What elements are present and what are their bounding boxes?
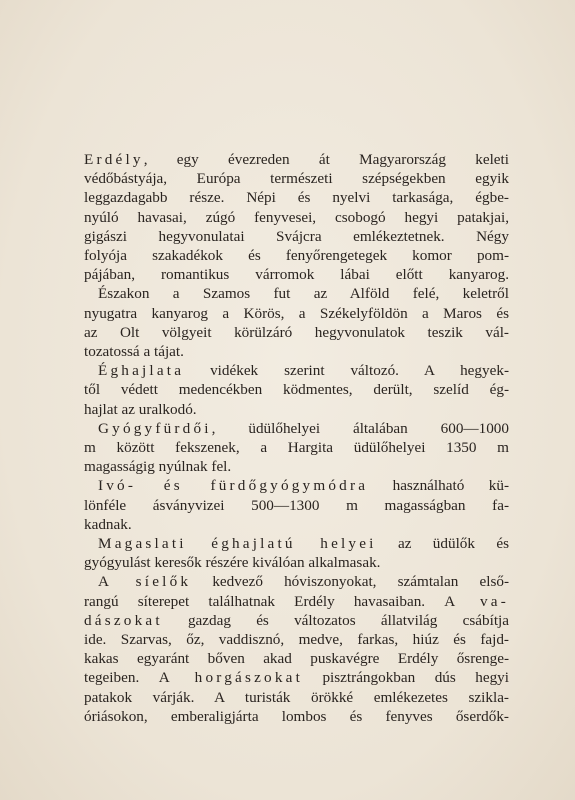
text-line [84, 304, 509, 323]
text-run: tozatossá a tájat. [84, 343, 184, 361]
text-line [84, 265, 509, 284]
text-line [84, 361, 509, 380]
text-run: leggazdagabb része. Népi és nyelvi tarkasága, égbe- [84, 189, 509, 207]
text-line [84, 208, 509, 227]
text-run: kedvező hóviszonyokat, számtalan első- [191, 573, 510, 591]
text-line [84, 323, 509, 342]
text-line [84, 476, 509, 495]
text-run: az üdülők és [376, 535, 509, 553]
text-line [84, 457, 509, 476]
text-run: magasságig nyúlnak fel. [84, 458, 232, 476]
text-run: hajlat az uralkodó. [84, 400, 197, 418]
text-run: , üdülőhelyei általában 600—1000 [211, 419, 509, 437]
text-run: nyúló havasai, zúgó fenyvesei, csobogó hegyi patakjai, [84, 208, 509, 226]
spaced-emphasis: Erdély [84, 151, 144, 168]
text-line [84, 496, 509, 515]
text-line [84, 342, 509, 361]
text-line [84, 649, 509, 668]
text-line [84, 246, 509, 265]
text-line [84, 534, 509, 553]
text-run: gigászi hegyvonulatai Svájcra emlékeztetnek. Négy [84, 227, 509, 245]
text-line [84, 150, 509, 169]
text-line [84, 611, 509, 630]
text-line [84, 553, 509, 572]
text-line [84, 380, 509, 399]
text-line [84, 515, 509, 534]
spaced-emphasis: Magaslati éghajlatú helyei [98, 535, 377, 553]
text-run: pájában, romantikus várromok lábai előtt kanyarog. [84, 266, 509, 284]
text-run: kakas egyaránt bőven akad puskavégre Erdély ősrenge- [84, 650, 509, 668]
text-line [84, 284, 509, 303]
text-run: vidékek szerint változó. A hegyek- [184, 362, 509, 380]
text-run: óriásokon, emberaligjárta lombos és fenyves őserdők- [84, 707, 509, 725]
text-line [84, 668, 509, 687]
text-run: ide. Szarvas, őz, vaddisznó, medve, farkas, hiúz és fajd- [84, 631, 509, 649]
text-line [84, 630, 509, 649]
text-run: védőbástyája, Európa természeti szépségekben egyik [84, 170, 509, 188]
text-run: kadnak. [84, 515, 132, 533]
spaced-emphasis: Ivó- és fürdőgyógymódra [98, 477, 369, 495]
spaced-emphasis: Gyógyfürdői [98, 419, 212, 437]
text-line [84, 227, 509, 246]
text-run: Északon a Szamos fut az Alföld felé, keletről [98, 285, 509, 303]
spaced-emphasis: dászokat [84, 611, 163, 629]
text-run: folyója szakadékok és fenyőrengetegek komor pom- [84, 247, 509, 265]
text-line [84, 572, 509, 591]
text-line [84, 707, 509, 726]
text-run: gazdag és változatos állatvilág csábítja [162, 611, 509, 629]
text-run: , egy évezreden át Magyarország keleti [143, 151, 509, 168]
text-run: patakok várják. A turisták örökké emlékezetes szikla- [84, 688, 509, 706]
text-run: gyógyulást keresők részére kiválóan alkalmasak. [84, 554, 381, 572]
text-line [84, 188, 509, 207]
text-run: lönféle ásványvizei 500—1300 m magasságban fa- [84, 496, 509, 514]
text-run: tegeiben. [84, 669, 159, 687]
body-text [84, 150, 509, 726]
text-line [84, 400, 509, 419]
text-run: nyugatra kanyarog a Körös, a Székelyföldön a Maros és [84, 304, 509, 322]
text-line [84, 688, 509, 707]
spaced-emphasis: A horgászokat [158, 669, 303, 687]
text-run: rangú síterepet találhatnak Erdély havasaiban. [84, 592, 445, 610]
spaced-emphasis: A va- [444, 592, 509, 610]
text-run: től védett medencékben ködmentes, derült, szelíd ég- [84, 381, 509, 399]
text-line [84, 592, 509, 611]
text-run: m között fekszenek, a Hargita üdülőhelyei 1350 m [84, 439, 509, 457]
text-line [84, 438, 509, 457]
spaced-emphasis: Éghajlata [98, 362, 185, 380]
text-line [84, 169, 509, 188]
text-run: pisztrángokban dús hegyi [303, 669, 509, 687]
text-run: az Olt völgyeit körülzáró hegyvonulatok teszik vál- [84, 323, 509, 341]
spaced-emphasis: A síelők [98, 573, 192, 591]
text-run: használható kü- [368, 477, 509, 495]
text-line [84, 419, 509, 438]
